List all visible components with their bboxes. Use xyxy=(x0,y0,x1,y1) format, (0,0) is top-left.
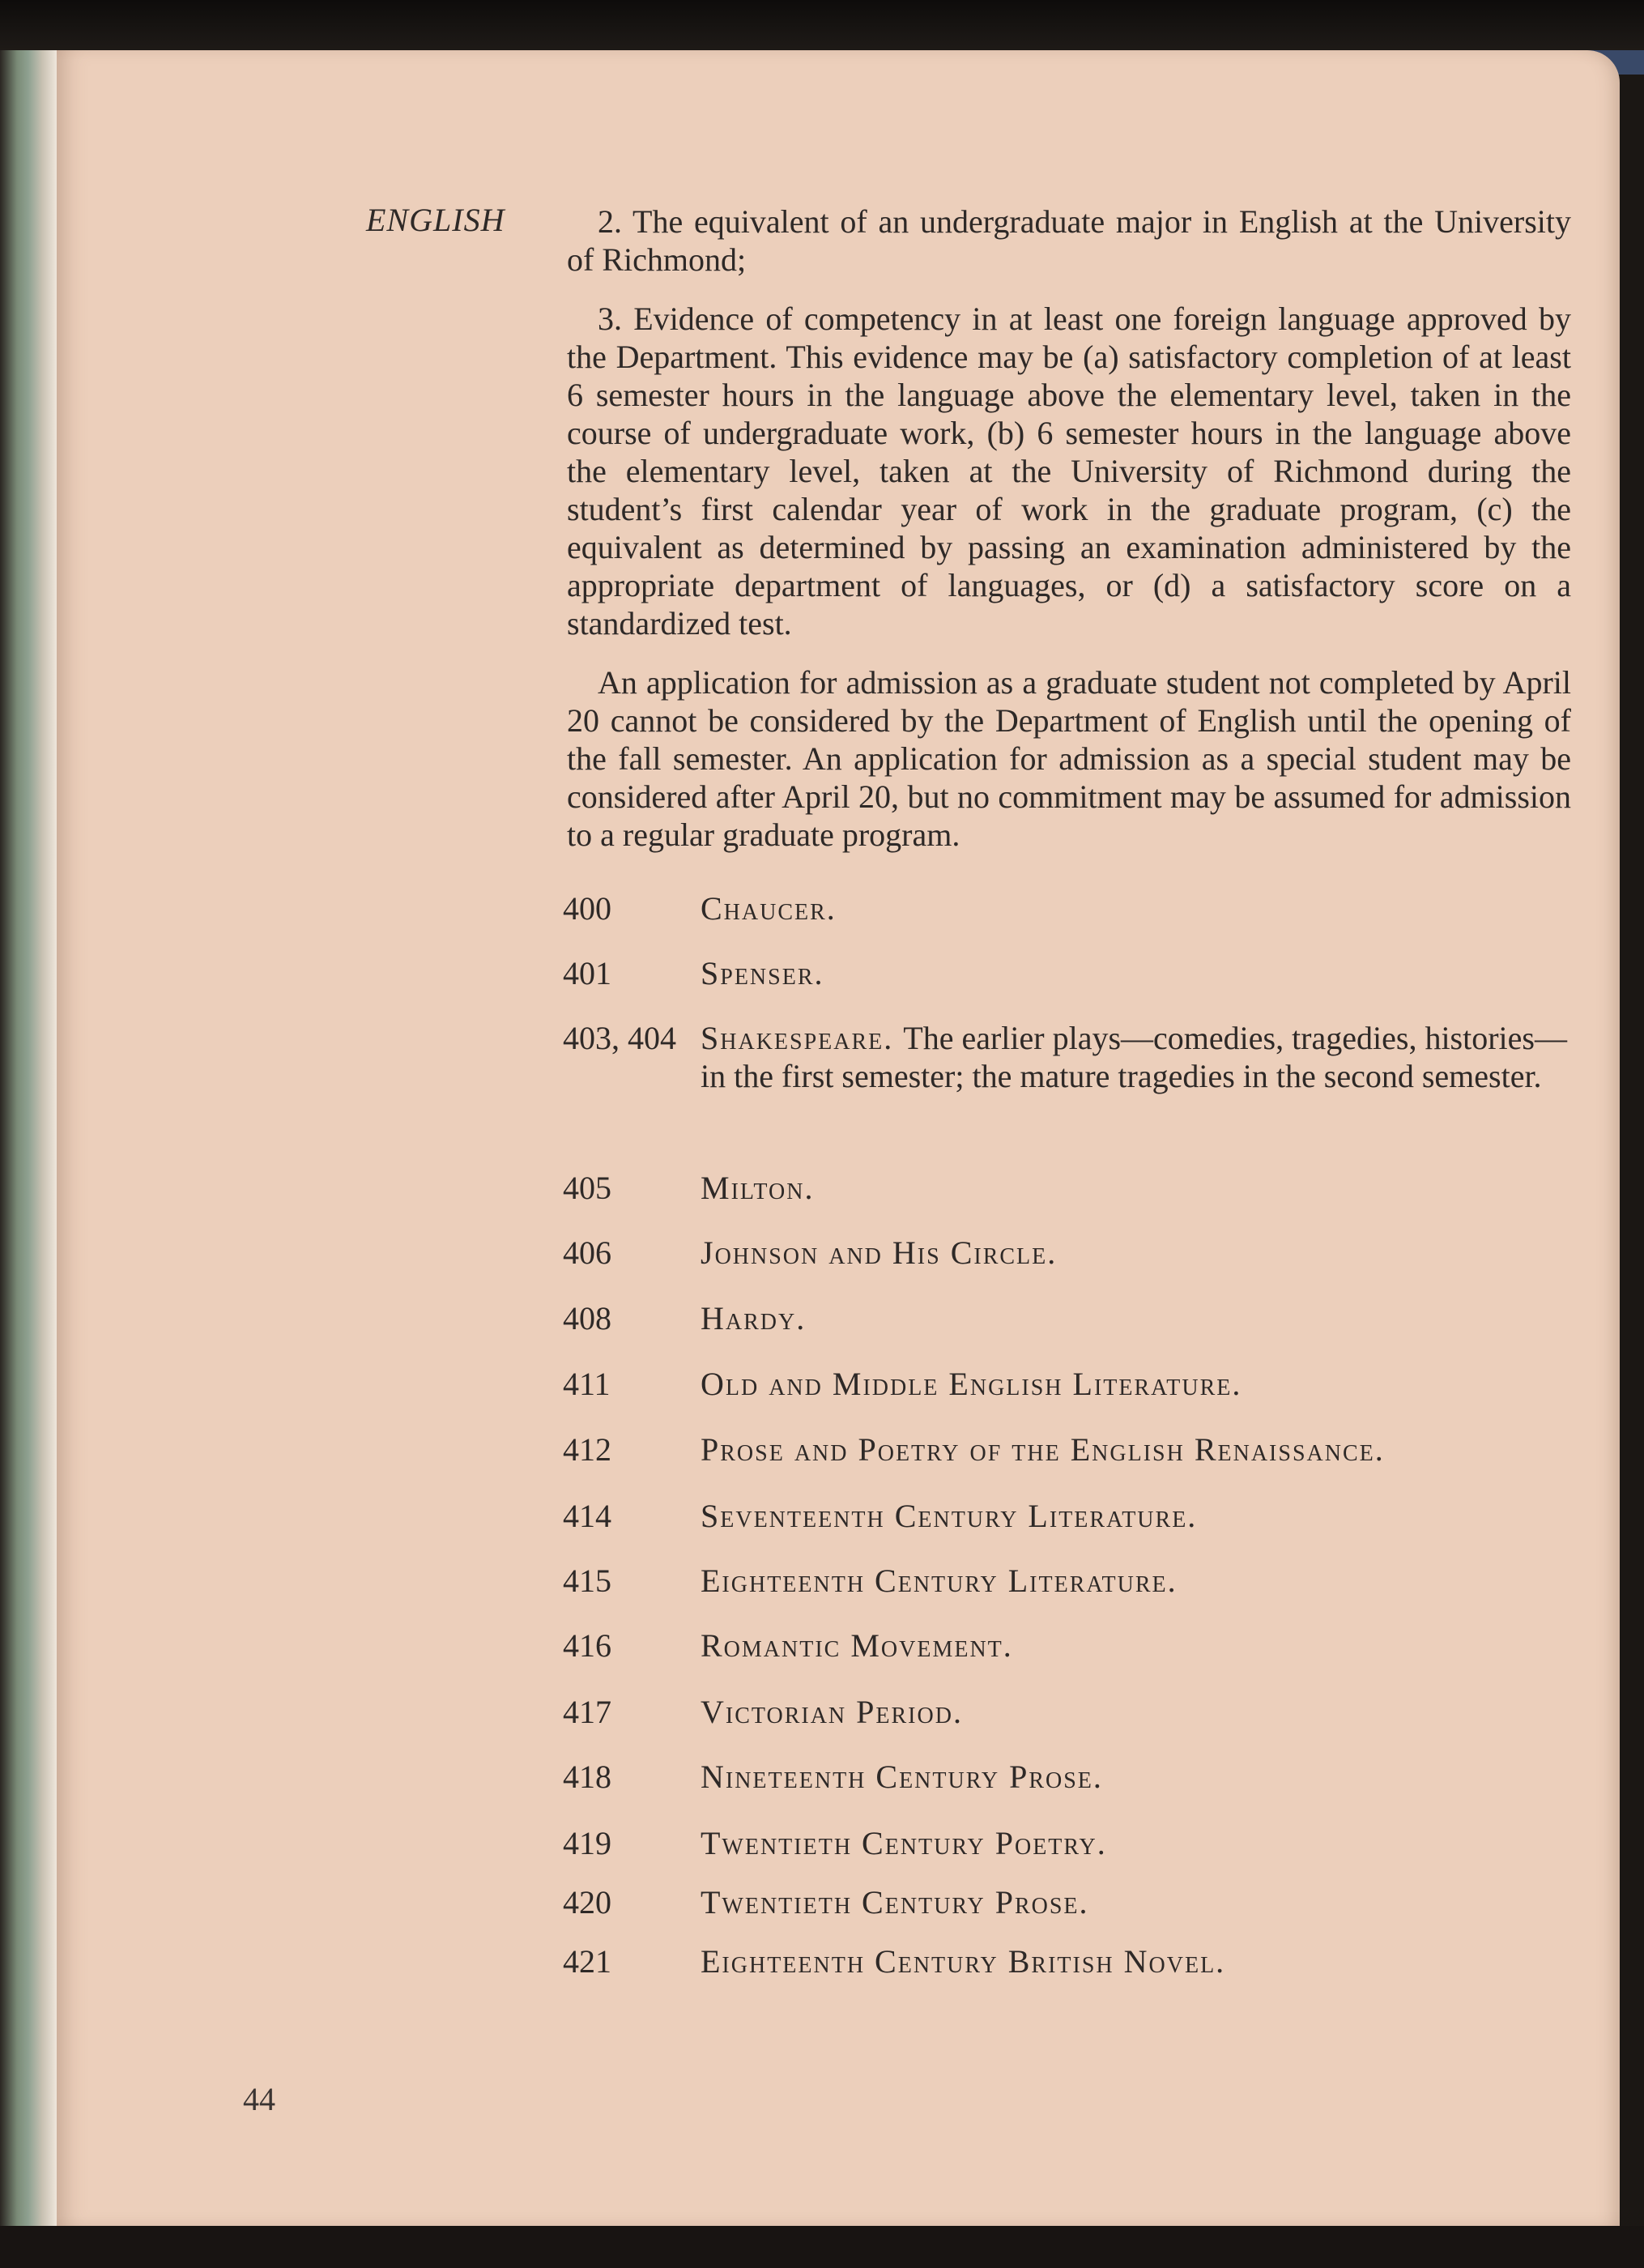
course-item xyxy=(563,1497,1575,1537)
course-title: Prose and Poetry of the English Renaissance. xyxy=(701,1431,1385,1468)
course-title: Shakespeare. xyxy=(701,1020,894,1056)
course-number: 408 xyxy=(563,1300,611,1336)
course-number: 405 xyxy=(563,1170,611,1206)
course-number: 401 xyxy=(563,955,611,991)
course-item xyxy=(563,1693,1575,1733)
course-title: Romantic Movement. xyxy=(701,1627,1013,1664)
course-title: Johnson and His Circle. xyxy=(701,1234,1058,1271)
paragraph: 3. Evidence of competency in at least one foreign language approved by the Department. This evidence may be (a) satisfactory completion of at least 6 semester hours in the language above the elementary level, taken in the course of undergraduate work, (b) 6 semester hours in the language above the elementary level, taken at the University of Richmond during the student’s first calendar year of work in the graduate program, (c) the equivalent as determined by passing an examination administered by the appropriate department of languages, or (d) a satisfactory score on a standardized test. xyxy=(567,301,1571,642)
course-number: 400 xyxy=(563,890,611,927)
course-title: Seventeenth Century Literature. xyxy=(701,1498,1198,1534)
course-item xyxy=(563,1626,1575,1667)
course-item xyxy=(563,1883,1575,1924)
course-title: Milton. xyxy=(701,1170,815,1206)
course-number: 417 xyxy=(563,1694,611,1730)
course-title: Nineteenth Century Prose. xyxy=(701,1759,1103,1795)
book-spine-edge xyxy=(0,50,57,2237)
course-description: The earlier plays—comedies, tragedies, histories—in the first semester; the mature tragedies in the second semester. xyxy=(701,1020,1567,1094)
course-item xyxy=(563,1430,1575,1471)
paragraph: An application for admission as a graduate student not completed by April 20 cannot be considered by the Department of English until the opening of the fall semester. An application for admission as a special student may be considered after April 20, but no commitment may be assumed for admission to a regular graduate program. xyxy=(567,664,1571,853)
course-number: 414 xyxy=(563,1498,611,1534)
course-number: 421 xyxy=(563,1943,611,1980)
course-item xyxy=(563,1562,1575,1602)
course-title: Eighteenth Century British Novel. xyxy=(701,1943,1226,1980)
course-item xyxy=(563,1824,1575,1865)
section-label: ENGLISH xyxy=(366,202,505,238)
course-number: 406 xyxy=(563,1234,611,1271)
scan-top-background xyxy=(0,0,1644,50)
course-number: 403, 404 xyxy=(563,1020,676,1056)
course-title: Victorian Period. xyxy=(701,1694,963,1730)
course-item xyxy=(563,1365,1575,1405)
course-item xyxy=(563,1169,1575,1209)
course-title: Old and Middle English Literature. xyxy=(701,1366,1242,1402)
course-item xyxy=(563,1942,1575,1983)
course-entry xyxy=(701,1019,1575,1095)
course-item xyxy=(563,954,1575,995)
course-title: Twentieth Century Poetry. xyxy=(701,1825,1107,1861)
course-number: 420 xyxy=(563,1884,611,1921)
course-item xyxy=(563,1234,1575,1274)
course-item xyxy=(563,1299,1575,1340)
course-title: Eighteenth Century Literature. xyxy=(701,1562,1178,1599)
page-number: 44 xyxy=(243,2081,275,2117)
course-number: 411 xyxy=(563,1366,611,1402)
paragraph: 2. The equivalent of an undergraduate major in English at the University of Richmond; xyxy=(567,203,1571,278)
course-item xyxy=(563,889,1575,930)
course-number: 418 xyxy=(563,1759,611,1795)
course-title: Hardy. xyxy=(701,1300,807,1336)
course-title: Twentieth Century Prose. xyxy=(701,1884,1089,1921)
course-item xyxy=(563,1019,1575,1140)
course-number: 412 xyxy=(563,1431,611,1468)
course-title: Spenser. xyxy=(701,955,824,991)
course-number: 415 xyxy=(563,1562,611,1599)
course-number: 416 xyxy=(563,1627,611,1664)
course-number: 419 xyxy=(563,1825,611,1861)
scan-bottom-background xyxy=(0,2226,1644,2268)
course-title: Chaucer. xyxy=(701,890,837,927)
body-text xyxy=(567,202,1571,875)
course-item xyxy=(563,1758,1575,1798)
